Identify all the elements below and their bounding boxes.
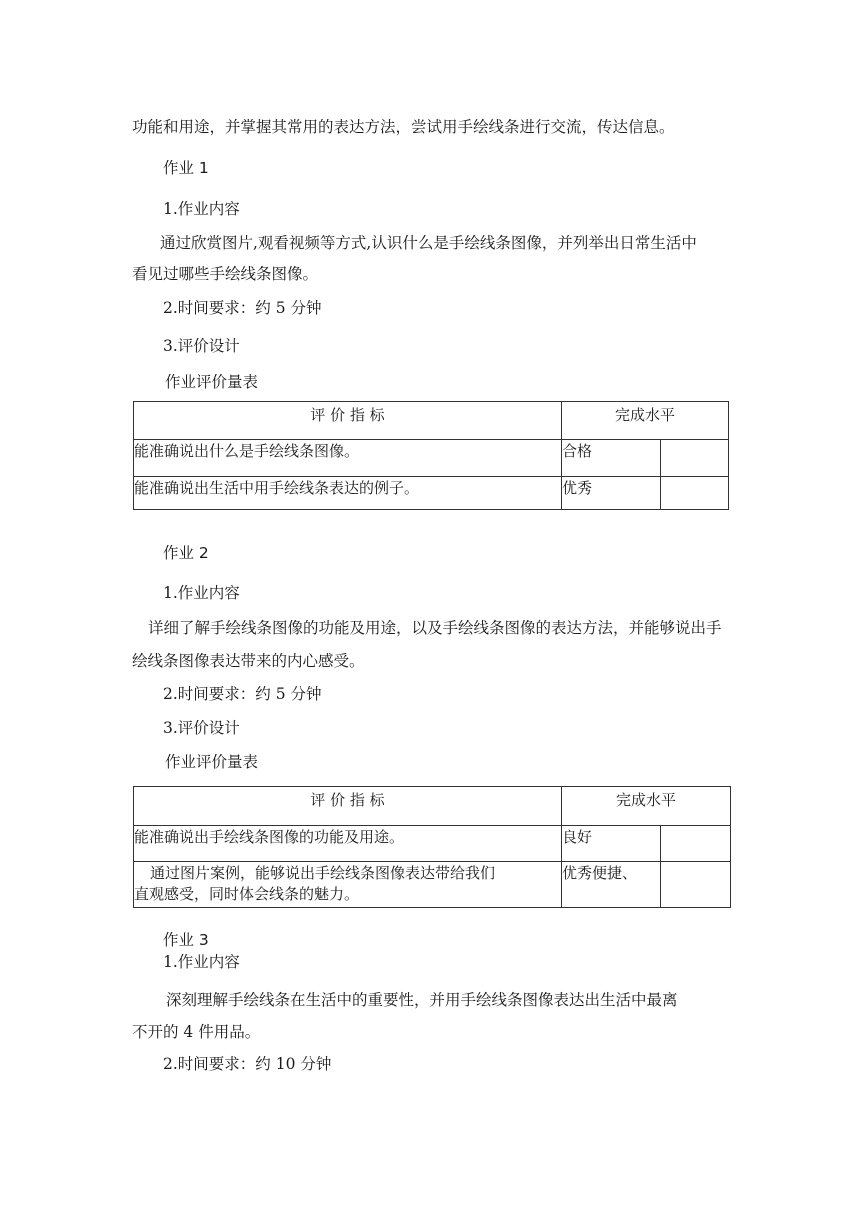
row-level (562, 862, 661, 908)
hw2-content-label: 1.作业内容 (163, 584, 240, 602)
hw2-content-line1: 详细了解手绘线条图像的功能及用途，以及手绘线条图像的表达方法，并能够说出手 (148, 619, 722, 637)
hw2-eval-table (133, 786, 731, 908)
intro-line: 功能和用途，并掌握其常用的表达方法，尝试用手绘线条进行交流，传达信息。 (132, 118, 675, 136)
table-row (134, 477, 729, 510)
hw1-content-line2: 看见过哪些手绘线条图像。 (132, 265, 319, 283)
row-level-text: 优秀便捷、 (562, 864, 638, 882)
header-indicator: 评 价 指 标 (134, 787, 562, 826)
hw3-content-line1: 深刻理解手绘线条在生活中的重要性，并用手绘线条图像表达出生活中最离 (166, 991, 678, 1009)
hw2-content-line2: 绘线条图像表达带来的内心感受。 (132, 652, 365, 670)
row-mark-cell (661, 862, 731, 908)
row-level: 合格 (562, 440, 661, 477)
hw1-content-line1: 通过欣赏图片,观看视频等方式,认识什么是手绘线条图像，并列举出日常生活中 (160, 234, 697, 252)
hw3-content-label: 1.作业内容 (163, 953, 240, 971)
row-indicator: 能准确说出什么是手绘线条图像。 (134, 440, 562, 477)
row-level: 优秀 (562, 477, 661, 510)
hw3-time-requirement: 2.时间要求：约 10 分钟 (163, 1055, 332, 1073)
hw1-eval-table (133, 401, 729, 510)
hw2-eval-label: 3.评价设计 (163, 719, 240, 737)
hw1-title: 作业 1 (163, 159, 209, 177)
row-indicator (134, 862, 562, 908)
row-mark-cell (661, 477, 729, 510)
row-mark-cell (661, 440, 729, 477)
hw2-title: 作业 2 (163, 544, 209, 562)
hw2-table-title: 作业评价量表 (165, 753, 259, 771)
row-level: 良好 (562, 826, 661, 862)
header-indicator: 评 价 指 标 (134, 402, 562, 440)
row-indicator-line2: 直观感受，同时体会线条的魅力。 (134, 885, 360, 903)
row-mark-cell (661, 826, 731, 862)
table-header-row (134, 787, 731, 826)
hw1-table-title: 作业评价量表 (165, 373, 259, 391)
header-level: 完成水平 (562, 402, 729, 440)
table-row (134, 862, 731, 908)
hw3-title: 作业 3 (163, 931, 209, 949)
hw1-eval-label: 3.评价设计 (163, 337, 240, 355)
hw1-time-requirement: 2.时间要求：约 5 分钟 (163, 299, 322, 317)
table-header-row (134, 402, 729, 440)
row-indicator: 能准确说出手绘线条图像的功能及用途。 (134, 826, 562, 862)
hw3-content-line2: 不开的 4 件用品。 (132, 1023, 261, 1041)
header-level: 完成水平 (562, 787, 731, 826)
hw1-content-label: 1.作业内容 (163, 200, 240, 218)
row-indicator-line1: 通过图片案例，能够说出手绘线条图像表达带给我们 (150, 864, 496, 882)
table-row (134, 826, 731, 862)
table-row (134, 440, 729, 477)
row-indicator: 能准确说出生活中用手绘线条表达的例子。 (134, 477, 562, 510)
hw2-time-requirement: 2.时间要求：约 5 分钟 (163, 685, 322, 703)
